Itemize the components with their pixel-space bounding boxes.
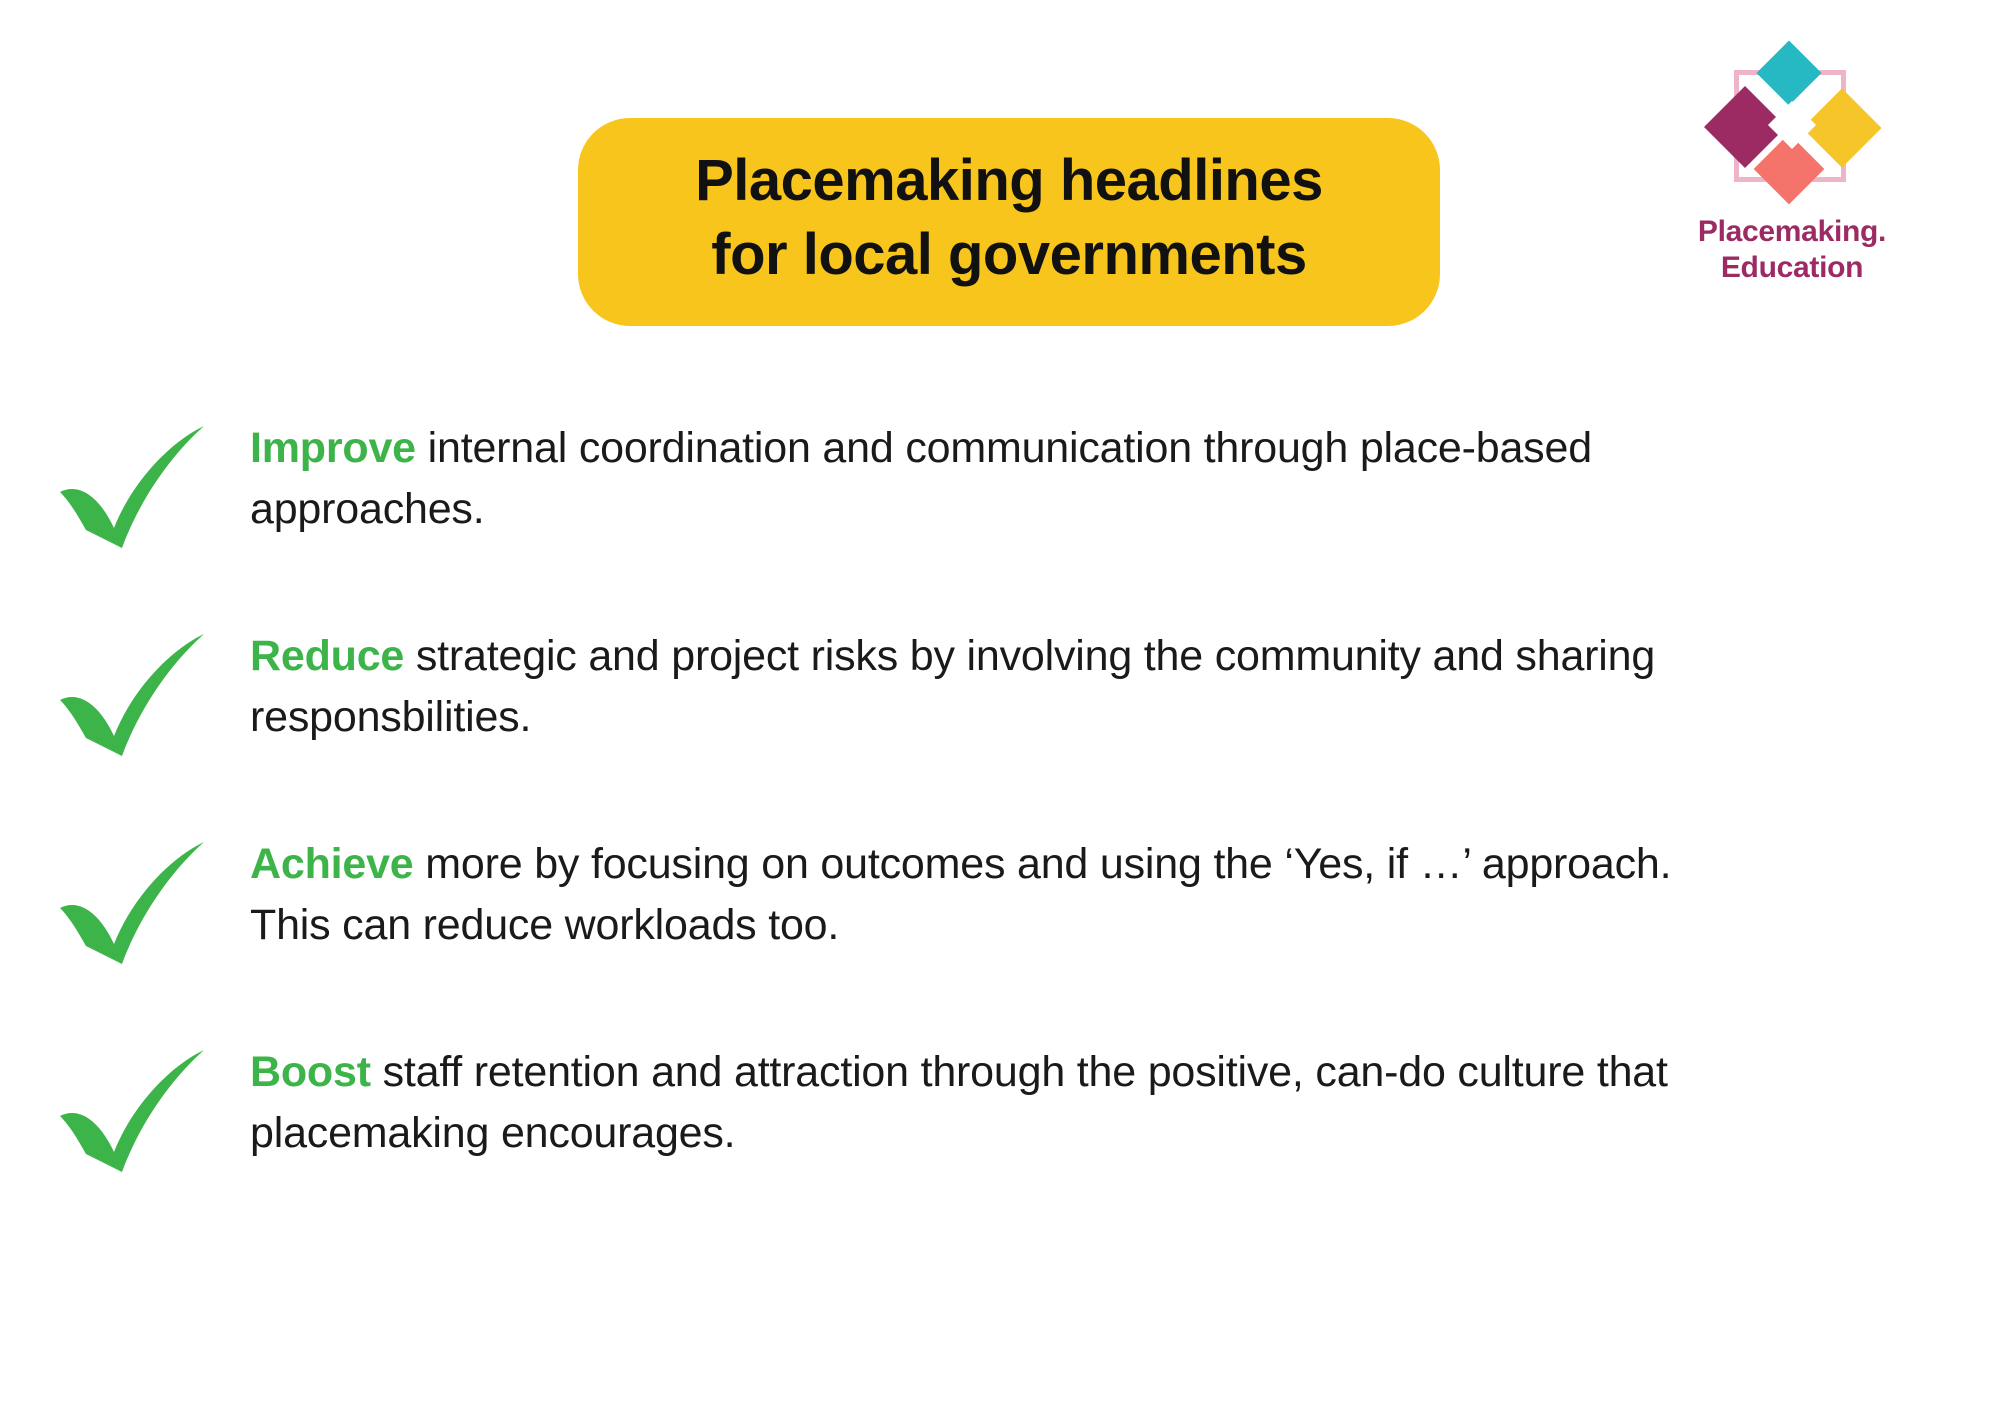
page-title-line2: for local governments <box>711 222 1307 288</box>
list-item <box>0 1042 2000 1178</box>
check-icon <box>52 1048 212 1178</box>
list-item-icon-cell <box>0 626 250 762</box>
list-item-text <box>250 418 1740 540</box>
list-item-text <box>250 626 1740 748</box>
list-item-text <box>250 1042 1740 1164</box>
logo-wordmark-line1: Placemaking. <box>1697 215 1887 248</box>
check-icon <box>52 424 212 554</box>
logo-wordmark-line2: Education <box>1720 251 1864 284</box>
list-item-body: internal coordination and communication through place-based approaches. <box>250 424 1592 534</box>
list-item <box>0 626 2000 762</box>
list-item-text <box>250 834 1740 956</box>
brand-logo <box>1642 48 1942 286</box>
check-icon <box>52 840 212 970</box>
list-item <box>0 834 2000 970</box>
list-item-body: strategic and project risks by involving the community and sharing responsbilities. <box>250 632 1656 742</box>
list-item-keyword: Achieve <box>250 840 414 888</box>
list-item-keyword: Reduce <box>250 632 405 680</box>
list-item-keyword: Boost <box>250 1048 371 1096</box>
headline-list <box>0 418 2000 1250</box>
list-item-body: more by focusing on outcomes and using the ‘Yes, if …’ approach. This can reduce workloads too. <box>250 840 1672 950</box>
list-item <box>0 418 2000 554</box>
list-item-icon-cell <box>0 834 250 970</box>
list-item-icon-cell <box>0 418 250 554</box>
logo-mark <box>1712 48 1872 208</box>
list-item-icon-cell <box>0 1042 250 1178</box>
list-item-body: staff retention and attraction through the positive, can-do culture that placemaking encourages. <box>250 1048 1668 1158</box>
page-title <box>578 118 1440 326</box>
check-icon <box>52 632 212 762</box>
logo-wordmark <box>1642 214 1942 286</box>
list-item-keyword: Improve <box>250 424 416 472</box>
page-title-line1: Placemaking headlines <box>695 148 1323 213</box>
